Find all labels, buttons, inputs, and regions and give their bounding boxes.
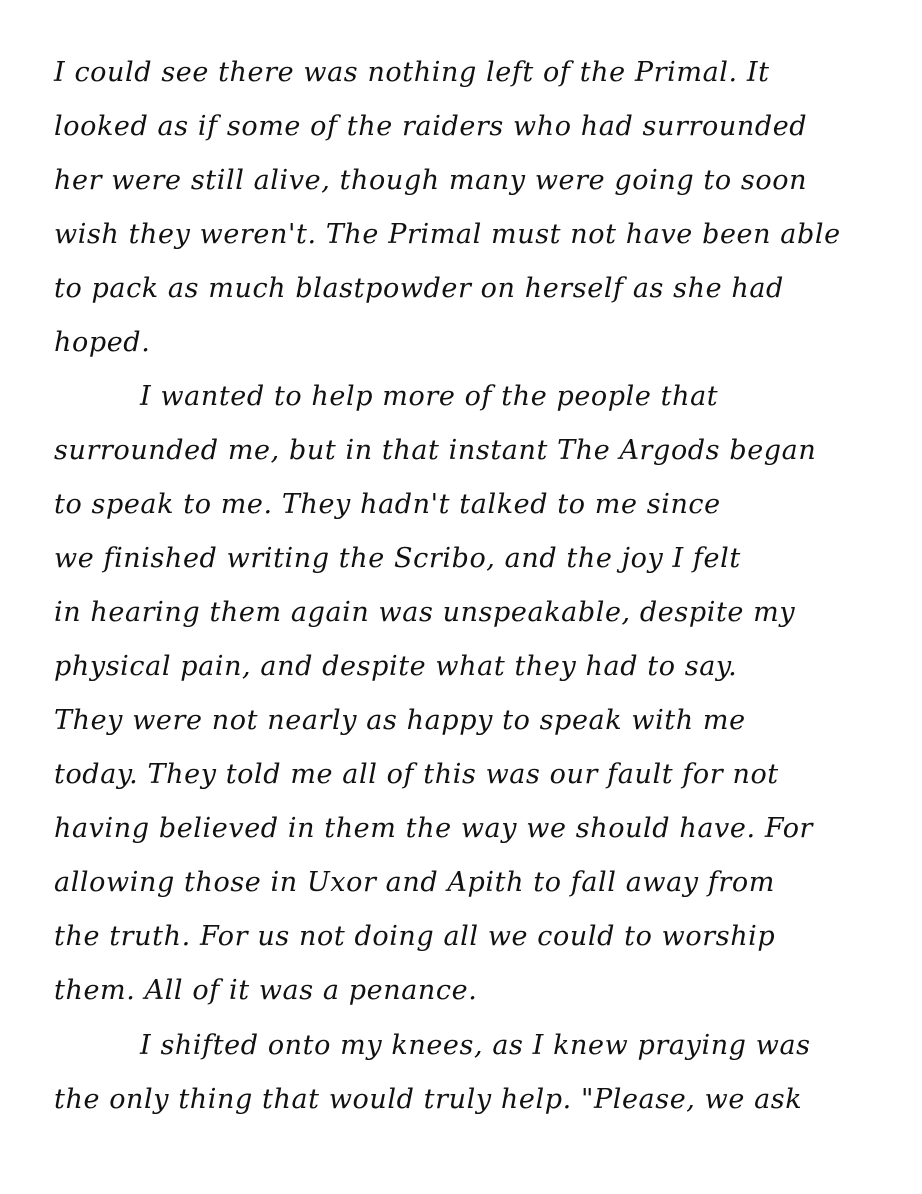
text-line-5: to pack as much blastpowder on herself as she had — [54, 273, 784, 304]
text-line-10: we finished writing the Scribo, and the joy I felt — [54, 543, 741, 574]
text-line-20: the only thing that would truly help. "Please, we ask — [54, 1084, 803, 1115]
text-line-8: surrounded me, but in that instant The Argods began — [54, 435, 817, 466]
text-line-2: looked as if some of the raiders who had surrounded — [54, 111, 808, 142]
text-line-1: I could see there was nothing left of the Primal. It — [54, 57, 770, 88]
text-line-7: I wanted to help more of the people that — [140, 381, 719, 412]
text-line-13: They were not nearly as happy to speak with me — [54, 705, 746, 736]
text-line-14: today. They told me all of this was our fault for not — [54, 759, 779, 790]
text-line-16: allowing those in Uxor and Apith to fall away from — [54, 867, 775, 898]
text-line-19: I shifted onto my knees, as I knew praying was — [140, 1030, 811, 1061]
text-line-6: hoped. — [54, 327, 151, 358]
text-line-3: her were still alive, though many were going to soon — [54, 165, 808, 196]
text-line-17: the truth. For us not doing all we could to worship — [54, 921, 776, 952]
text-line-4: wish they weren't. The Primal must not have been able — [54, 219, 841, 250]
text-line-12: physical pain, and despite what they had to say. — [54, 651, 738, 682]
text-line-18: them. All of it was a penance. — [54, 975, 478, 1006]
text-line-15: having believed in them the way we should have. For — [54, 813, 814, 844]
text-line-11: in hearing them again was unspeakable, despite my — [54, 597, 796, 628]
text-line-9: to speak to me. They hadn't talked to me since — [54, 489, 721, 520]
